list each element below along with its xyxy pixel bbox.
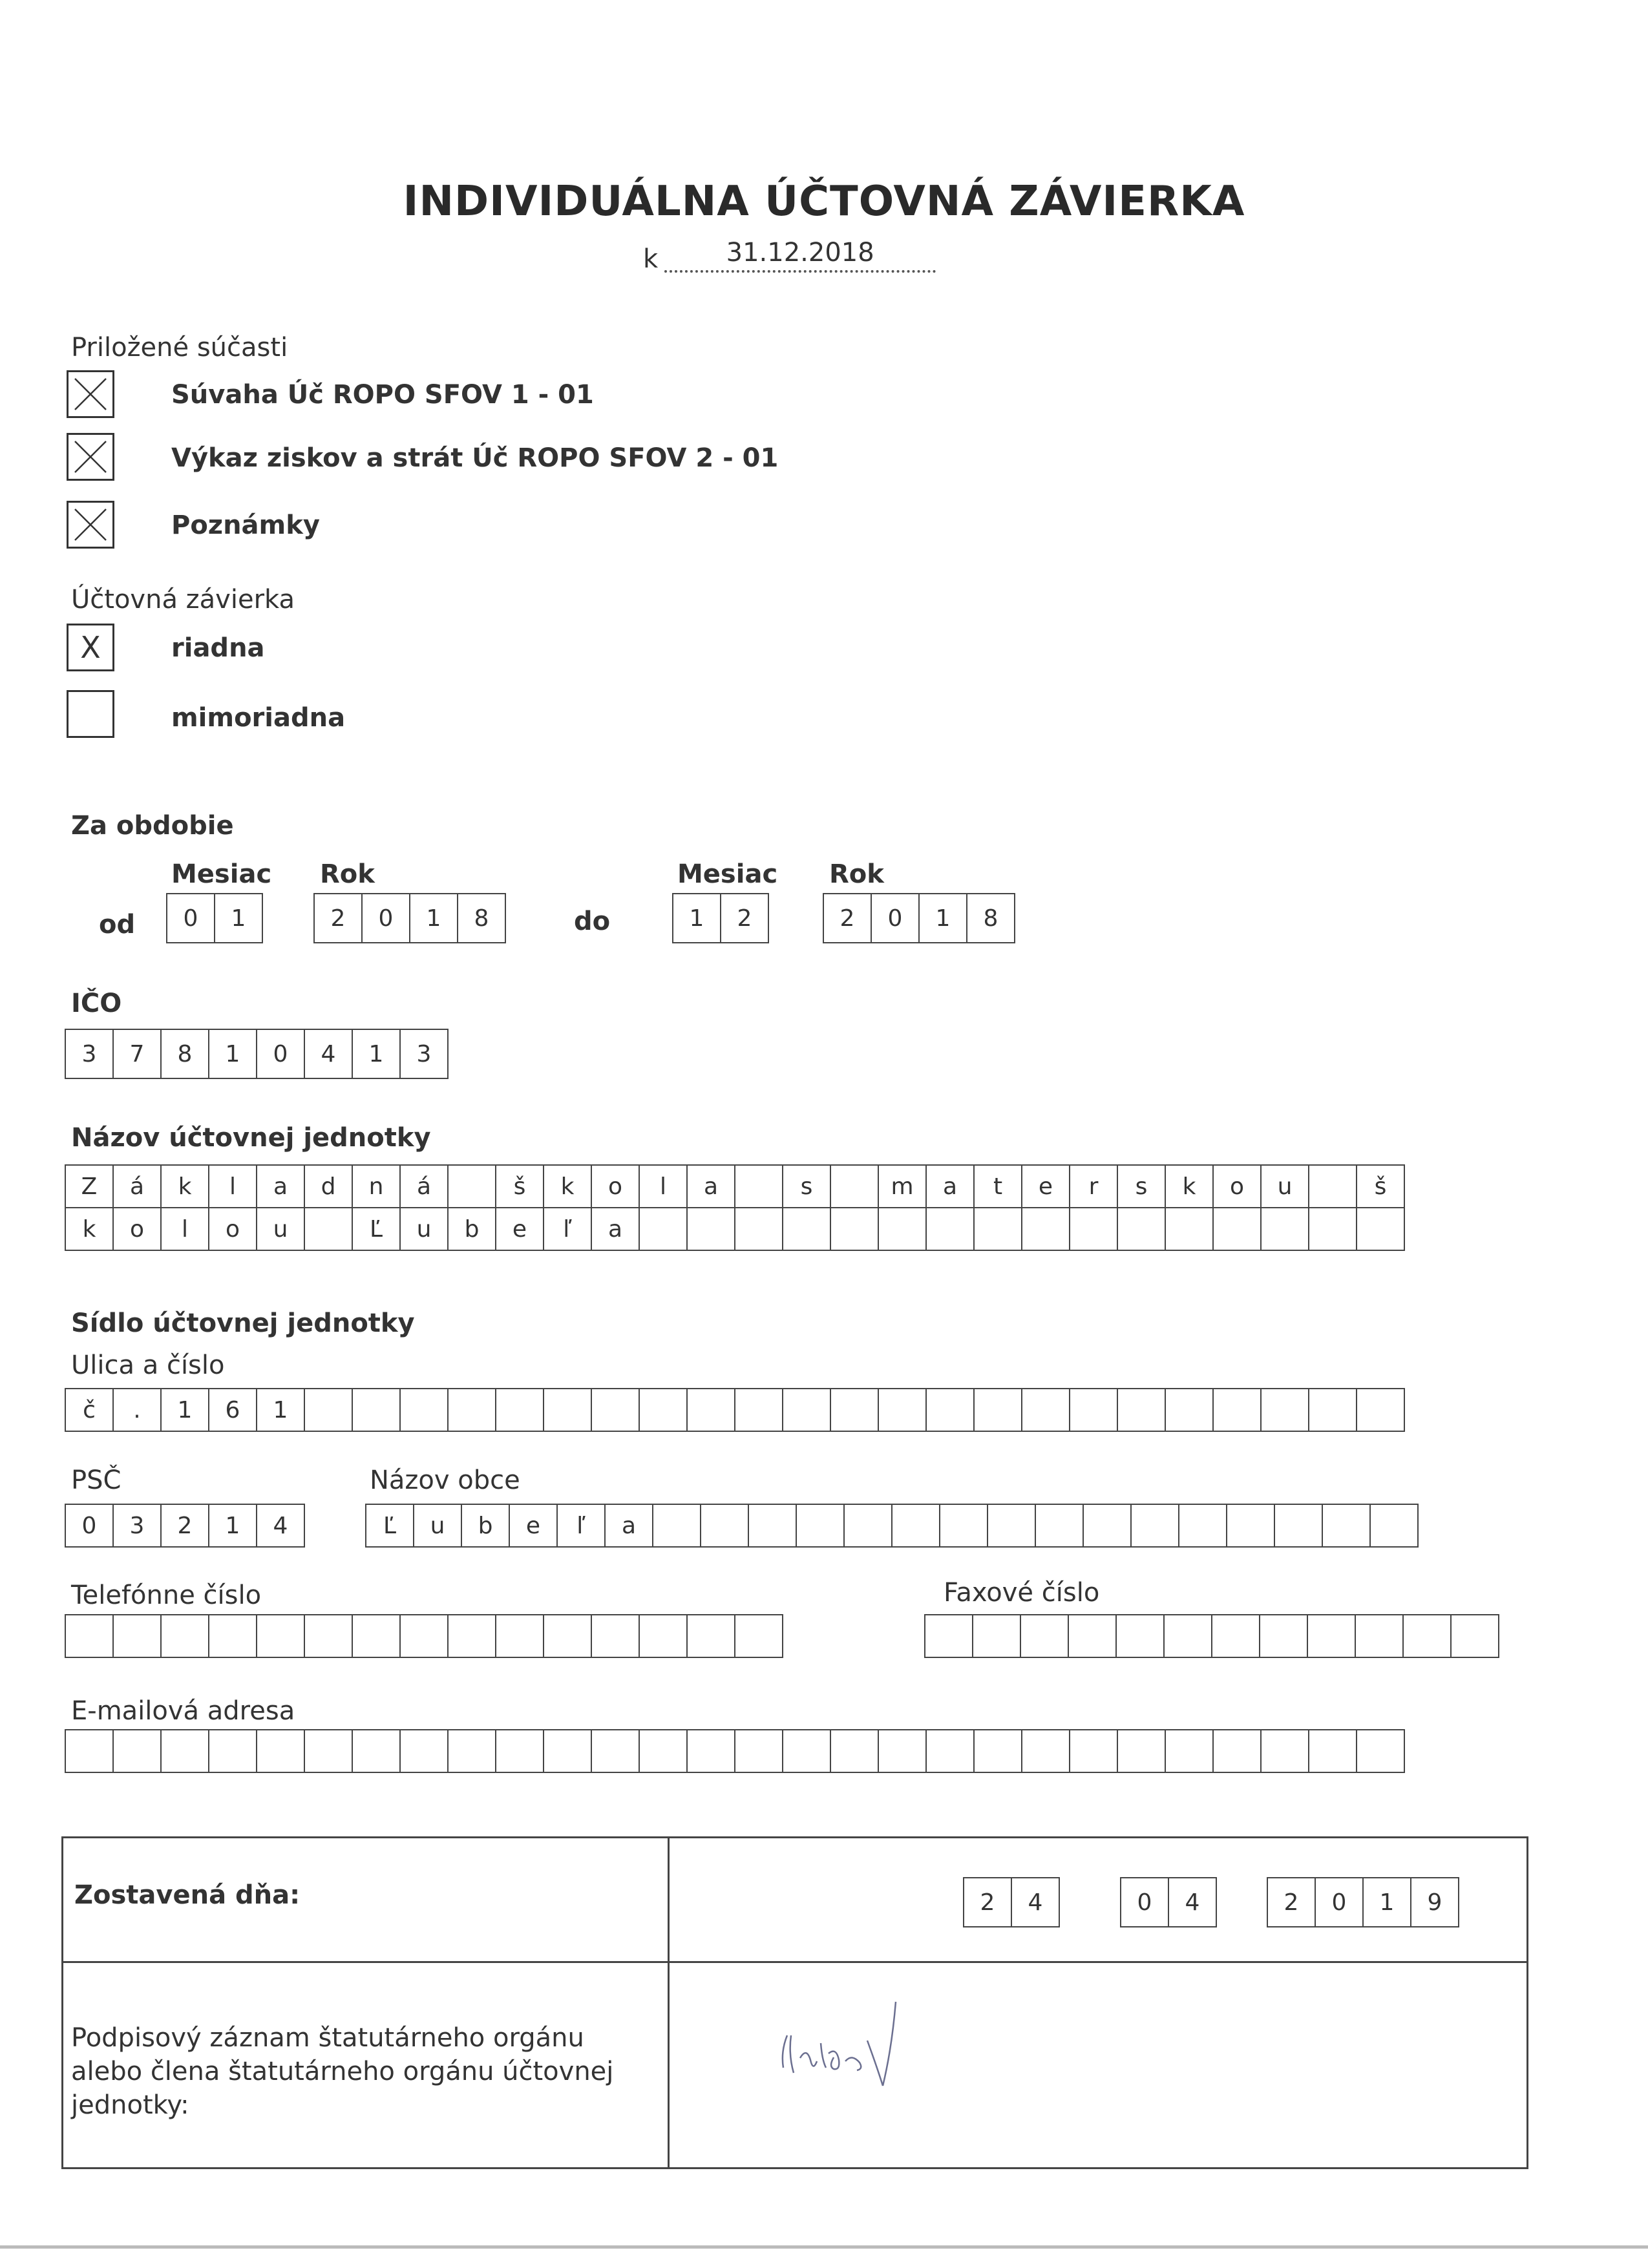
char-cell[interactable]: e — [1021, 1164, 1070, 1208]
psc-label: PSČ — [71, 1465, 121, 1495]
char-cell[interactable] — [1322, 1504, 1371, 1548]
statement-type-extraordinary-checkbox[interactable] — [67, 690, 114, 738]
char-cell[interactable] — [1083, 1504, 1132, 1548]
signature-label: Podpisový záznam štatutárneho orgánu alebo člena štatutárneho orgánu účtovnej jednotky: — [71, 2023, 614, 2120]
char-cell[interactable]: k — [543, 1164, 592, 1208]
char-cell[interactable] — [987, 1504, 1036, 1548]
char-cell[interactable] — [399, 1729, 449, 1773]
city-label: Názov obce — [370, 1465, 520, 1495]
char-cell[interactable] — [208, 1614, 257, 1658]
char-cell[interactable] — [782, 1207, 831, 1251]
to-label: do — [574, 907, 611, 936]
char-cell[interactable] — [399, 1388, 449, 1432]
to-year-label: Rok — [829, 859, 884, 889]
char-cell[interactable] — [1035, 1504, 1084, 1548]
char-cell[interactable] — [924, 1614, 973, 1658]
char-cell[interactable] — [304, 1207, 353, 1251]
to-month-field[interactable] — [672, 893, 769, 943]
char-cell[interactable]: 1 — [256, 1388, 305, 1432]
char-cell[interactable] — [1130, 1504, 1179, 1548]
char-cell[interactable]: 4 — [1011, 1877, 1060, 1927]
compiled-day-field[interactable] — [963, 1877, 1060, 1927]
char-cell[interactable] — [1308, 1388, 1357, 1432]
char-cell[interactable]: a — [686, 1164, 735, 1208]
char-cell[interactable]: a — [604, 1504, 653, 1548]
char-cell[interactable] — [65, 1614, 114, 1658]
char-cell[interactable] — [543, 1729, 592, 1773]
char-cell[interactable] — [1307, 1614, 1356, 1658]
char-cell[interactable] — [1274, 1504, 1323, 1548]
char-cell[interactable]: r — [1069, 1164, 1118, 1208]
char-cell[interactable]: t — [973, 1164, 1022, 1208]
char-cell[interactable] — [1356, 1388, 1405, 1432]
char-cell[interactable] — [734, 1614, 783, 1658]
char-cell[interactable]: 1 — [672, 893, 721, 943]
to-year-field[interactable] — [823, 893, 1015, 943]
char-cell[interactable] — [734, 1388, 783, 1432]
char-cell[interactable] — [112, 1614, 162, 1658]
char-cell[interactable] — [639, 1207, 688, 1251]
char-cell[interactable] — [447, 1614, 496, 1658]
fax-label: Faxové číslo — [944, 1578, 1100, 1608]
from-year-label: Rok — [320, 859, 375, 889]
fax-field[interactable] — [924, 1614, 1499, 1658]
scan-edge — [0, 2245, 1648, 2249]
street-label: Ulica a číslo — [71, 1350, 225, 1380]
compiled-label: Zostavená dňa: — [74, 1880, 301, 1910]
char-cell[interactable] — [639, 1614, 688, 1658]
char-cell[interactable] — [652, 1504, 701, 1548]
attachment-checkbox-notes[interactable] — [67, 501, 114, 549]
char-cell[interactable] — [1021, 1388, 1070, 1432]
from-year-field[interactable] — [313, 893, 506, 943]
char-cell[interactable]: k — [160, 1164, 209, 1208]
char-cell[interactable] — [591, 1388, 640, 1432]
char-cell[interactable] — [1211, 1614, 1260, 1658]
char-cell[interactable]: 1 — [208, 1029, 257, 1079]
char-cell[interactable]: o — [112, 1207, 162, 1251]
char-cell[interactable] — [796, 1504, 845, 1548]
char-cell[interactable] — [1356, 1207, 1405, 1251]
char-cell[interactable] — [1020, 1614, 1069, 1658]
char-cell[interactable] — [686, 1207, 735, 1251]
date-prefix: k — [643, 244, 659, 274]
char-cell[interactable] — [734, 1729, 783, 1773]
char-cell[interactable]: š — [495, 1164, 544, 1208]
char-cell[interactable] — [591, 1614, 640, 1658]
char-cell[interactable] — [495, 1388, 544, 1432]
char-cell[interactable] — [843, 1504, 893, 1548]
char-cell[interactable] — [686, 1614, 735, 1658]
char-cell[interactable] — [304, 1614, 353, 1658]
char-cell[interactable] — [1308, 1164, 1357, 1208]
char-cell[interactable]: 9 — [1410, 1877, 1459, 1927]
char-cell[interactable] — [1355, 1614, 1404, 1658]
char-cell[interactable] — [1402, 1614, 1452, 1658]
char-cell[interactable] — [830, 1729, 879, 1773]
period-heading: Za obdobie — [71, 811, 234, 841]
char-cell[interactable] — [1369, 1504, 1419, 1548]
char-cell[interactable]: e — [509, 1504, 558, 1548]
char-cell[interactable] — [65, 1729, 114, 1773]
signature-table-divider — [668, 1836, 670, 2169]
char-cell[interactable] — [1260, 1729, 1309, 1773]
char-cell[interactable] — [1450, 1614, 1499, 1658]
char-cell[interactable] — [1117, 1388, 1166, 1432]
signature-image — [769, 1990, 918, 2094]
char-cell[interactable] — [1260, 1388, 1309, 1432]
char-cell[interactable]: 1 — [208, 1504, 257, 1548]
seat-heading: Sídlo účtovnej jednotky — [71, 1308, 415, 1338]
char-cell[interactable]: b — [461, 1504, 510, 1548]
char-cell[interactable] — [972, 1614, 1021, 1658]
x-mark-icon — [72, 507, 109, 543]
char-cell[interactable]: 0 — [166, 893, 215, 943]
char-cell[interactable]: o — [1212, 1164, 1262, 1208]
char-cell[interactable] — [1212, 1729, 1262, 1773]
char-cell[interactable]: a — [591, 1207, 640, 1251]
char-cell[interactable] — [973, 1207, 1022, 1251]
char-cell[interactable] — [686, 1388, 735, 1432]
char-cell[interactable] — [830, 1388, 879, 1432]
char-cell[interactable] — [686, 1729, 735, 1773]
char-cell[interactable]: 2 — [1267, 1877, 1316, 1927]
ico-label: IČO — [71, 989, 122, 1018]
char-cell[interactable]: Z — [65, 1164, 114, 1208]
char-cell[interactable]: á — [399, 1164, 449, 1208]
char-cell[interactable]: 2 — [963, 1877, 1012, 1927]
char-cell[interactable]: n — [352, 1164, 401, 1208]
char-cell[interactable] — [591, 1729, 640, 1773]
char-cell[interactable] — [1226, 1504, 1275, 1548]
psc-field[interactable] — [65, 1504, 305, 1548]
char-cell[interactable]: 0 — [1315, 1877, 1364, 1927]
char-cell[interactable] — [256, 1614, 305, 1658]
char-cell[interactable] — [1163, 1614, 1212, 1658]
char-cell[interactable]: 0 — [1120, 1877, 1169, 1927]
char-cell[interactable] — [925, 1388, 975, 1432]
compiled-year-field[interactable] — [1267, 1877, 1459, 1927]
char-cell[interactable] — [878, 1729, 927, 1773]
entity-name-label: Názov účtovnej jednotky — [71, 1123, 431, 1153]
char-cell[interactable]: 0 — [256, 1029, 305, 1079]
char-cell[interactable]: 0 — [65, 1504, 114, 1548]
street-field[interactable] — [65, 1388, 1405, 1432]
char-cell[interactable] — [256, 1729, 305, 1773]
char-cell[interactable] — [891, 1504, 940, 1548]
char-cell[interactable]: 8 — [966, 893, 1015, 943]
char-cell[interactable]: a — [256, 1164, 305, 1208]
char-cell[interactable]: Ľ — [365, 1504, 414, 1548]
char-cell[interactable]: 2 — [823, 893, 872, 943]
char-cell[interactable] — [447, 1729, 496, 1773]
char-cell[interactable] — [1212, 1207, 1262, 1251]
char-cell[interactable]: 1 — [214, 893, 263, 943]
char-cell[interactable] — [1356, 1729, 1405, 1773]
char-cell[interactable]: u — [1260, 1164, 1309, 1208]
attachment-label-balance: Súvaha Úč ROPO SFOV 1 - 01 — [171, 380, 594, 410]
char-cell[interactable] — [1117, 1729, 1166, 1773]
entity-name-row-1[interactable] — [65, 1164, 1405, 1208]
char-cell[interactable] — [1069, 1207, 1118, 1251]
from-month-field[interactable] — [166, 893, 263, 943]
char-cell[interactable]: 2 — [313, 893, 363, 943]
char-cell[interactable] — [1212, 1388, 1262, 1432]
char-cell[interactable]: 1 — [1362, 1877, 1411, 1927]
char-cell[interactable]: Ľ — [352, 1207, 401, 1251]
char-cell[interactable]: 3 — [399, 1029, 449, 1079]
city-field[interactable] — [365, 1504, 1419, 1548]
char-cell[interactable] — [878, 1207, 927, 1251]
char-cell[interactable] — [782, 1388, 831, 1432]
phone-label: Telefónne číslo — [71, 1580, 262, 1610]
char-cell[interactable] — [1260, 1207, 1309, 1251]
char-cell[interactable]: d — [304, 1164, 353, 1208]
char-cell[interactable] — [1021, 1729, 1070, 1773]
char-cell[interactable] — [352, 1388, 401, 1432]
char-cell[interactable] — [925, 1207, 975, 1251]
char-cell[interactable]: 4 — [1168, 1877, 1217, 1927]
char-cell[interactable] — [782, 1729, 831, 1773]
char-cell[interactable]: u — [256, 1207, 305, 1251]
char-cell[interactable]: á — [112, 1164, 162, 1208]
char-cell[interactable]: 4 — [256, 1504, 305, 1548]
char-cell[interactable]: 3 — [112, 1504, 162, 1548]
char-cell[interactable]: k — [1165, 1164, 1214, 1208]
char-cell[interactable] — [973, 1388, 1022, 1432]
char-cell[interactable] — [543, 1388, 592, 1432]
char-cell[interactable] — [830, 1164, 879, 1208]
char-cell[interactable]: l — [160, 1207, 209, 1251]
char-cell[interactable] — [447, 1388, 496, 1432]
char-cell[interactable]: l — [639, 1164, 688, 1208]
char-cell[interactable] — [1069, 1729, 1118, 1773]
attachment-checkbox-balance[interactable] — [67, 370, 114, 418]
char-cell[interactable] — [112, 1729, 162, 1773]
char-cell[interactable]: š — [1356, 1164, 1405, 1208]
from-label: od — [99, 910, 136, 940]
char-cell[interactable] — [925, 1729, 975, 1773]
char-cell[interactable] — [734, 1207, 783, 1251]
char-cell[interactable] — [304, 1388, 353, 1432]
char-cell[interactable] — [399, 1614, 449, 1658]
char-cell[interactable] — [1178, 1504, 1227, 1548]
document-title: INDIVIDUÁLNA ÚČTOVNÁ ZÁVIERKA — [403, 178, 1245, 226]
char-cell[interactable]: ľ — [543, 1207, 592, 1251]
char-cell[interactable] — [939, 1504, 988, 1548]
date-line — [643, 238, 936, 274]
char-cell[interactable]: ľ — [556, 1504, 606, 1548]
char-cell[interactable] — [1115, 1614, 1165, 1658]
attachment-label-notes: Poznámky — [171, 510, 320, 540]
char-cell[interactable] — [1021, 1207, 1070, 1251]
regular-mark: X — [80, 630, 101, 665]
char-cell[interactable] — [748, 1504, 797, 1548]
char-cell[interactable]: o — [591, 1164, 640, 1208]
char-cell[interactable]: o — [208, 1207, 257, 1251]
email-field[interactable] — [65, 1729, 1405, 1773]
char-cell[interactable] — [1165, 1207, 1214, 1251]
statement-type-regular-checkbox[interactable] — [67, 624, 114, 671]
char-cell[interactable] — [208, 1729, 257, 1773]
char-cell[interactable]: 8 — [457, 893, 506, 943]
statement-type-extraordinary-label: mimoriadna — [171, 703, 346, 733]
char-cell[interactable] — [543, 1614, 592, 1658]
attachments-heading: Priložené súčasti — [71, 333, 288, 362]
char-cell[interactable]: s — [1117, 1164, 1166, 1208]
signature-table-row-divider — [61, 1961, 1528, 1963]
char-cell[interactable]: b — [447, 1207, 496, 1251]
char-cell[interactable]: 1 — [918, 893, 967, 943]
from-month-label: Mesiac — [171, 859, 272, 889]
char-cell[interactable]: 2 — [160, 1504, 209, 1548]
char-cell[interactable]: u — [399, 1207, 449, 1251]
char-cell[interactable]: 7 — [112, 1029, 162, 1079]
attachment-label-income: Výkaz ziskov a strát Úč ROPO SFOV 2 - 01 — [171, 443, 779, 473]
entity-name-row-2[interactable] — [65, 1207, 1405, 1251]
ico-field[interactable] — [65, 1029, 449, 1079]
char-cell[interactable] — [639, 1388, 688, 1432]
char-cell[interactable] — [160, 1614, 209, 1658]
char-cell[interactable] — [1308, 1729, 1357, 1773]
char-cell[interactable]: 3 — [65, 1029, 114, 1079]
char-cell[interactable]: 1 — [352, 1029, 401, 1079]
char-cell[interactable] — [1308, 1207, 1357, 1251]
char-cell[interactable] — [1068, 1614, 1117, 1658]
to-month-label: Mesiac — [677, 859, 778, 889]
char-cell[interactable] — [639, 1729, 688, 1773]
char-cell[interactable] — [973, 1729, 1022, 1773]
char-cell[interactable]: s — [782, 1164, 831, 1208]
char-cell[interactable] — [160, 1729, 209, 1773]
char-cell[interactable]: k — [65, 1207, 114, 1251]
char-cell[interactable]: 2 — [720, 893, 769, 943]
char-cell[interactable] — [830, 1207, 879, 1251]
char-cell[interactable]: 1 — [409, 893, 458, 943]
x-mark-icon — [72, 376, 109, 412]
char-cell[interactable]: a — [925, 1164, 975, 1208]
char-cell[interactable] — [352, 1729, 401, 1773]
char-cell[interactable] — [1259, 1614, 1308, 1658]
char-cell[interactable]: . — [112, 1388, 162, 1432]
char-cell[interactable] — [1165, 1388, 1214, 1432]
char-cell[interactable] — [1117, 1207, 1166, 1251]
char-cell[interactable] — [734, 1164, 783, 1208]
char-cell[interactable]: m — [878, 1164, 927, 1208]
char-cell[interactable]: č — [65, 1388, 114, 1432]
char-cell[interactable]: 0 — [361, 893, 410, 943]
char-cell[interactable] — [304, 1729, 353, 1773]
char-cell[interactable]: 1 — [160, 1388, 209, 1432]
x-mark-icon — [72, 439, 109, 475]
char-cell[interactable] — [878, 1388, 927, 1432]
char-cell[interactable]: 4 — [304, 1029, 353, 1079]
char-cell[interactable] — [1165, 1729, 1214, 1773]
char-cell[interactable]: u — [413, 1504, 462, 1548]
attachment-checkbox-income[interactable] — [67, 433, 114, 481]
char-cell[interactable] — [495, 1729, 544, 1773]
statement-date[interactable]: 31.12.2018 — [664, 238, 936, 273]
char-cell[interactable] — [1069, 1388, 1118, 1432]
phone-field[interactable] — [65, 1614, 783, 1658]
char-cell[interactable] — [447, 1164, 496, 1208]
statement-type-heading: Účtovná závierka — [71, 585, 295, 614]
email-label: E-mailová adresa — [71, 1696, 295, 1726]
char-cell[interactable]: 6 — [208, 1388, 257, 1432]
char-cell[interactable] — [495, 1614, 544, 1658]
statement-type-regular-label: riadna — [171, 633, 265, 663]
compiled-month-field[interactable] — [1120, 1877, 1217, 1927]
char-cell[interactable] — [352, 1614, 401, 1658]
char-cell[interactable]: 8 — [160, 1029, 209, 1079]
char-cell[interactable] — [700, 1504, 749, 1548]
char-cell[interactable]: l — [208, 1164, 257, 1208]
char-cell[interactable]: e — [495, 1207, 544, 1251]
char-cell[interactable]: 0 — [871, 893, 920, 943]
